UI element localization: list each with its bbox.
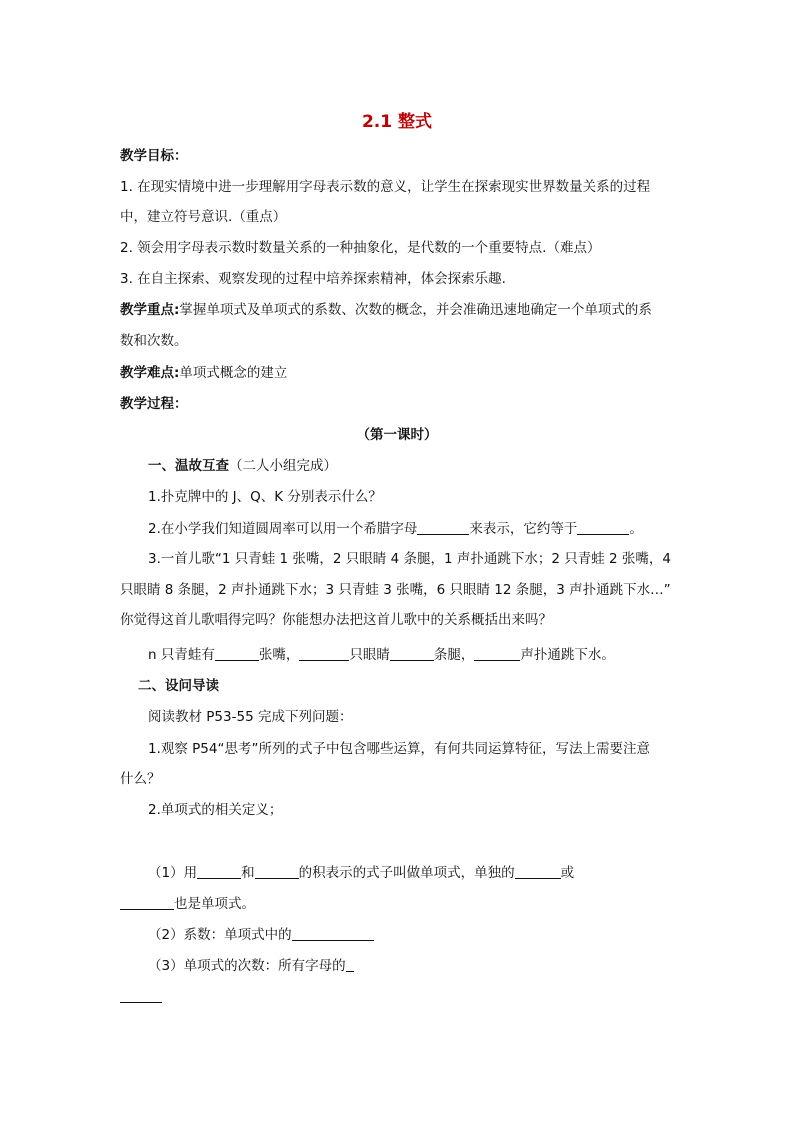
blank bbox=[120, 988, 162, 1003]
definition-2 bbox=[148, 926, 374, 944]
blank bbox=[515, 864, 561, 879]
blank bbox=[255, 864, 299, 879]
section-2-heading: 二、设问导读 bbox=[138, 678, 219, 694]
frog-text-e: 声扑通跳下水。 bbox=[520, 647, 615, 663]
def2-text: （2）系数：单项式中的 bbox=[148, 927, 292, 943]
key-point-line-1 bbox=[120, 301, 652, 319]
q2-text-a: 2.在小学我们知道圆周率可以用一个希腊字母 bbox=[148, 521, 418, 537]
section-1-note: （二人小组完成） bbox=[229, 458, 337, 474]
definition-1-line-1 bbox=[148, 864, 574, 882]
goal-1-line-1: 1. 在现实情境中进一步理解用字母表示数的意义，让学生在探索现实世界数量关系的过程 bbox=[120, 179, 651, 195]
blank bbox=[390, 646, 434, 661]
key-point-text: 掌握单项式及单项式的系数、次数的概念，并会准确迅速地确定一个单项式的系 bbox=[179, 302, 652, 318]
frog-text-c: 只眼睛 bbox=[349, 647, 390, 663]
lesson-label: （第一课时） bbox=[356, 427, 438, 443]
frog-text-d: 条腿， bbox=[433, 647, 475, 663]
section-1-title: 一、温故互查 bbox=[148, 458, 229, 474]
q2-text-b: 来表示，它约等于 bbox=[469, 521, 578, 537]
blank bbox=[577, 520, 629, 535]
def1-text-d: 或 bbox=[560, 865, 575, 881]
difficulty-text: 单项式概念的建立 bbox=[179, 365, 288, 381]
key-point-label: 教学重点: bbox=[120, 302, 180, 318]
blank bbox=[292, 926, 374, 941]
blank bbox=[299, 646, 349, 661]
blank bbox=[120, 895, 174, 910]
section-1-q3-line-3: 你觉得这首儿歌唱得完吗？你能想办法把这首儿歌中的关系概括出来吗？ bbox=[120, 612, 552, 628]
section-1-q1: 1.扑克牌中的 J、Q、K 分别表示什么？ bbox=[148, 489, 382, 505]
goals-heading: 教学目标： bbox=[120, 148, 188, 164]
def1-text-c: 的积表示的式子叫做单项式，单独的 bbox=[298, 865, 515, 881]
def1-text-b: 和 bbox=[241, 865, 255, 881]
frog-text-a: n 只青蛙有 bbox=[148, 647, 215, 663]
goal-1-line-2: 中，建立符号意识.（重点） bbox=[120, 209, 287, 225]
goal-3: 3. 在自主探索、观察发现的过程中培养探索精神，体会探索乐趣. bbox=[120, 271, 506, 287]
definition-3 bbox=[148, 957, 354, 975]
blank bbox=[215, 646, 259, 661]
section-2-q1-line-2: 什么？ bbox=[120, 771, 161, 787]
def3-text: （3）单项式的次数：所有字母的 bbox=[148, 958, 346, 974]
q2-text-c: 。 bbox=[629, 521, 643, 537]
difficulty-line bbox=[120, 364, 287, 382]
section-1-q3-line-2: 只眼睛 8 条腿，2 声扑通跳下水；3 只青蛙 3 张嘴，6 只眼睛 12 条腿，3 声扑通跳下水…” bbox=[120, 582, 671, 598]
blank bbox=[346, 957, 354, 972]
section-2-read: 阅读教材 P53-55 完成下列问题： bbox=[148, 709, 353, 725]
blank bbox=[417, 520, 469, 535]
section-2-q2: 2.单项式的相关定义； bbox=[148, 802, 283, 818]
process-heading: 教学过程： bbox=[120, 396, 188, 412]
page-title: 2.1 整式 bbox=[361, 112, 433, 132]
blank bbox=[474, 646, 520, 661]
def1-text-a: （1）用 bbox=[148, 865, 198, 881]
section-1-frog-line bbox=[148, 646, 615, 664]
definition-3-continuation bbox=[120, 988, 162, 1006]
frog-text-b: 张嘴， bbox=[258, 647, 300, 663]
section-1-q2 bbox=[148, 520, 643, 538]
blank bbox=[197, 864, 241, 879]
goal-2: 2. 领会用字母表示数时数量关系的一种抽象化，是代数的一个重要特点.（难点） bbox=[120, 240, 601, 256]
difficulty-label: 教学难点: bbox=[120, 365, 180, 381]
section-1-heading bbox=[148, 457, 337, 475]
def1-text-e: 也是单项式。 bbox=[174, 896, 255, 912]
section-2-q1-line-1: 1.观察 P54“思考”所列的式子中包含哪些运算，有何共同运算特征，写法上需要注意 bbox=[148, 741, 650, 757]
definition-1-line-2 bbox=[120, 895, 255, 913]
key-point-line-2: 数和次数。 bbox=[120, 333, 188, 349]
section-1-q3-line-1: 3.一首儿歌“1 只青蛙 1 张嘴，2 只眼睛 4 条腿，1 声扑通跳下水；2 只青蛙 2 张嘴，4 bbox=[148, 551, 671, 567]
